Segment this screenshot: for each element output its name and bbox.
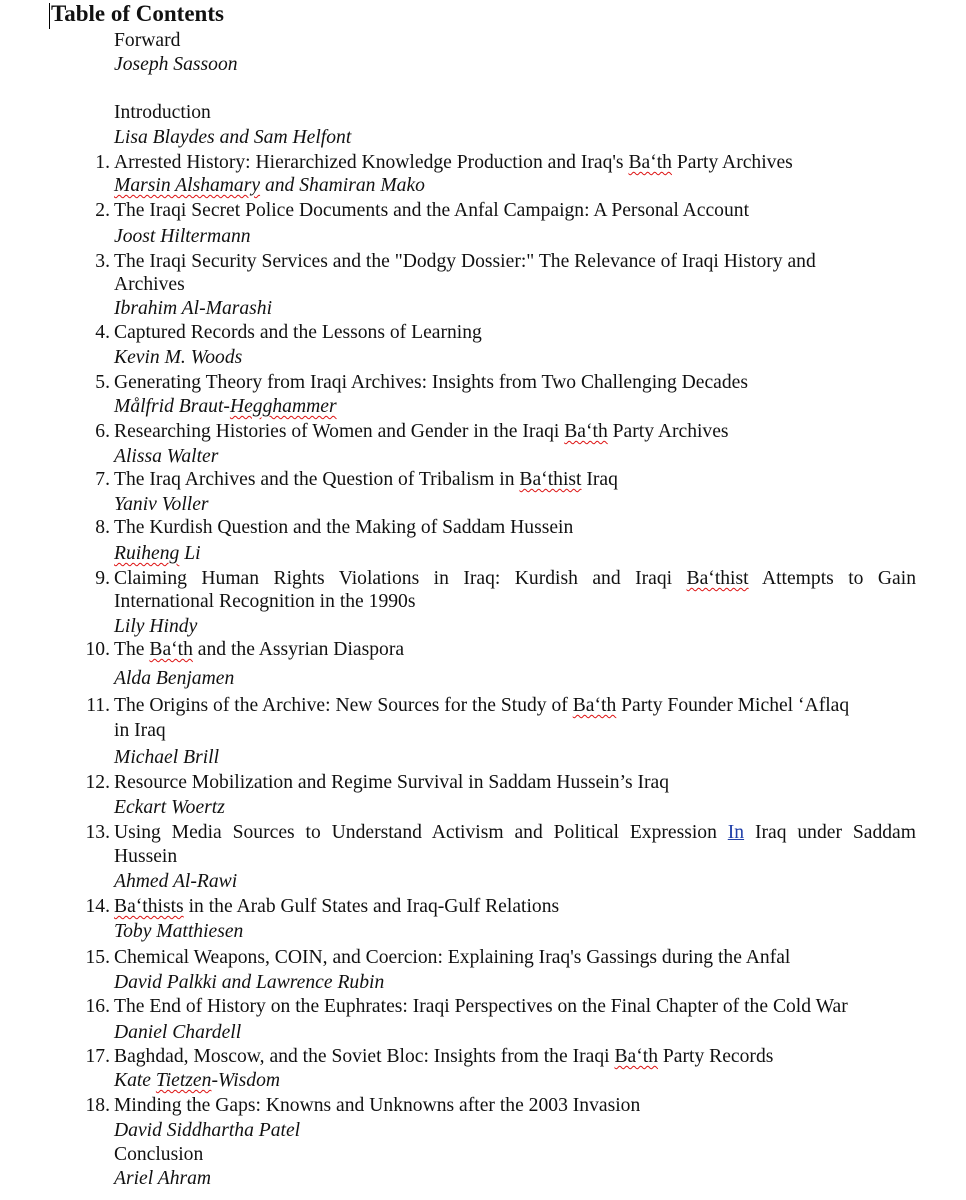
chapter-title-continued: Hussein bbox=[114, 846, 178, 867]
chapter-author: Lily Hindy bbox=[114, 616, 198, 637]
chapter-author: Ahmed Al-Rawi bbox=[114, 871, 238, 892]
chapter-number: 17. bbox=[85, 1046, 110, 1067]
chapter-title: Ba‘thists in the Arab Gulf States and Iraq-Gulf Relations bbox=[114, 896, 560, 917]
chapter-author: Marsin Alshamary and Shamiran Mako bbox=[114, 175, 425, 196]
toc-front-title: Introduction bbox=[114, 102, 211, 123]
chapter-author: Ruiheng Li bbox=[114, 543, 201, 564]
chapter-author: Eckart Woertz bbox=[114, 797, 225, 818]
chapter-title: The Iraq Archives and the Question of Tribalism in Ba‘thist Iraq bbox=[114, 469, 618, 490]
chapter-number: 13. bbox=[85, 822, 110, 843]
chapter-number: 14. bbox=[85, 896, 110, 917]
chapter-title-continued: International Recognition in the 1990s bbox=[114, 591, 416, 612]
chapter-title: The Ba‘th and the Assyrian Diaspora bbox=[114, 639, 405, 660]
toc-front-title: Forward bbox=[114, 30, 181, 51]
chapter-number: 6. bbox=[95, 421, 110, 442]
chapter-author: Michael Brill bbox=[114, 747, 220, 768]
chapter-title: Minding the Gaps: Knowns and Unknowns after the 2003 Invasion bbox=[114, 1095, 641, 1116]
chapter-title: Using Media Sources to Understand Activism and Political Expression In Iraq under Saddam bbox=[114, 822, 916, 843]
chapter-number: 10. bbox=[85, 639, 110, 660]
chapter-title: Chemical Weapons, COIN, and Coercion: Explaining Iraq's Gassings during the Anfal bbox=[114, 947, 791, 968]
chapter-title: Baghdad, Moscow, and the Soviet Bloc: Insights from the Iraqi Ba‘th Party Records bbox=[114, 1046, 774, 1067]
chapter-title: Generating Theory from Iraqi Archives: Insights from Two Challenging Decades bbox=[114, 372, 748, 393]
toc-back-title: Conclusion bbox=[114, 1144, 204, 1165]
chapter-number: 5. bbox=[95, 372, 110, 393]
chapter-author: Alissa Walter bbox=[114, 446, 219, 467]
chapter-title-continued: Archives bbox=[114, 274, 185, 295]
chapter-number: 9. bbox=[95, 568, 110, 589]
chapter-title: Researching Histories of Women and Gender in the Iraqi Ba‘th Party Archives bbox=[114, 421, 729, 442]
chapter-title-continued: in Iraq bbox=[114, 720, 166, 741]
chapter-number: 3. bbox=[95, 251, 110, 272]
chapter-number: 16. bbox=[85, 996, 110, 1017]
chapter-title: Claiming Human Rights Violations in Iraq: Kurdish and Iraqi Ba‘thist Attempts to Gain bbox=[114, 568, 916, 589]
chapter-title: The Origins of the Archive: New Sources for the Study of Ba‘th Party Founder Michel ‘Aflaq bbox=[114, 695, 850, 716]
chapter-title: Resource Mobilization and Regime Survival in Saddam Hussein’s Iraq bbox=[114, 772, 670, 793]
chapter-author: David Siddhartha Patel bbox=[114, 1120, 301, 1141]
chapter-author: Joost Hiltermann bbox=[114, 226, 251, 247]
toc-back-author: Ariel Ahram bbox=[114, 1168, 212, 1189]
chapter-number: 12. bbox=[85, 772, 110, 793]
chapter-author: Kevin M. Woods bbox=[114, 347, 243, 368]
chapter-author: Daniel Chardell bbox=[114, 1022, 242, 1043]
chapter-number: 7. bbox=[95, 469, 110, 490]
chapter-number: 18. bbox=[85, 1095, 110, 1116]
chapter-author: Målfrid Braut-Hegghammer bbox=[114, 396, 337, 417]
chapter-title: Captured Records and the Lessons of Learning bbox=[114, 322, 482, 343]
text-cursor bbox=[49, 3, 50, 29]
chapter-title: The Kurdish Question and the Making of Saddam Hussein bbox=[114, 517, 574, 538]
chapter-author: David Palkki and Lawrence Rubin bbox=[114, 972, 385, 993]
chapter-title: The End of History on the Euphrates: Iraqi Perspectives on the Final Chapter of the Cold War bbox=[114, 996, 848, 1017]
chapter-number: 15. bbox=[85, 947, 110, 968]
toc-front-author: Lisa Blaydes and Sam Helfont bbox=[114, 127, 352, 148]
chapter-number: 1. bbox=[95, 152, 110, 173]
chapter-title: The Iraqi Security Services and the "Dodgy Dossier:" The Relevance of Iraqi History and bbox=[114, 251, 816, 272]
chapter-number: 8. bbox=[95, 517, 110, 538]
chapter-number: 2. bbox=[95, 200, 110, 221]
chapter-author: Toby Matthiesen bbox=[114, 921, 244, 942]
chapter-title: Arrested History: Hierarchized Knowledge Production and Iraq's Ba‘th Party Archives bbox=[114, 152, 793, 173]
chapter-author: Kate Tietzen-Wisdom bbox=[114, 1070, 281, 1091]
chapter-author: Ibrahim Al-Marashi bbox=[114, 298, 273, 319]
toc-front-author: Joseph Sassoon bbox=[114, 54, 238, 75]
chapter-title: The Iraqi Secret Police Documents and the Anfal Campaign: A Personal Account bbox=[114, 200, 750, 221]
chapter-author: Yaniv Voller bbox=[114, 494, 209, 515]
chapter-author: Alda Benjamen bbox=[114, 668, 235, 689]
chapter-number: 4. bbox=[95, 322, 110, 343]
chapter-number: 11. bbox=[86, 695, 110, 716]
page-title: Table of Contents bbox=[51, 1, 224, 26]
